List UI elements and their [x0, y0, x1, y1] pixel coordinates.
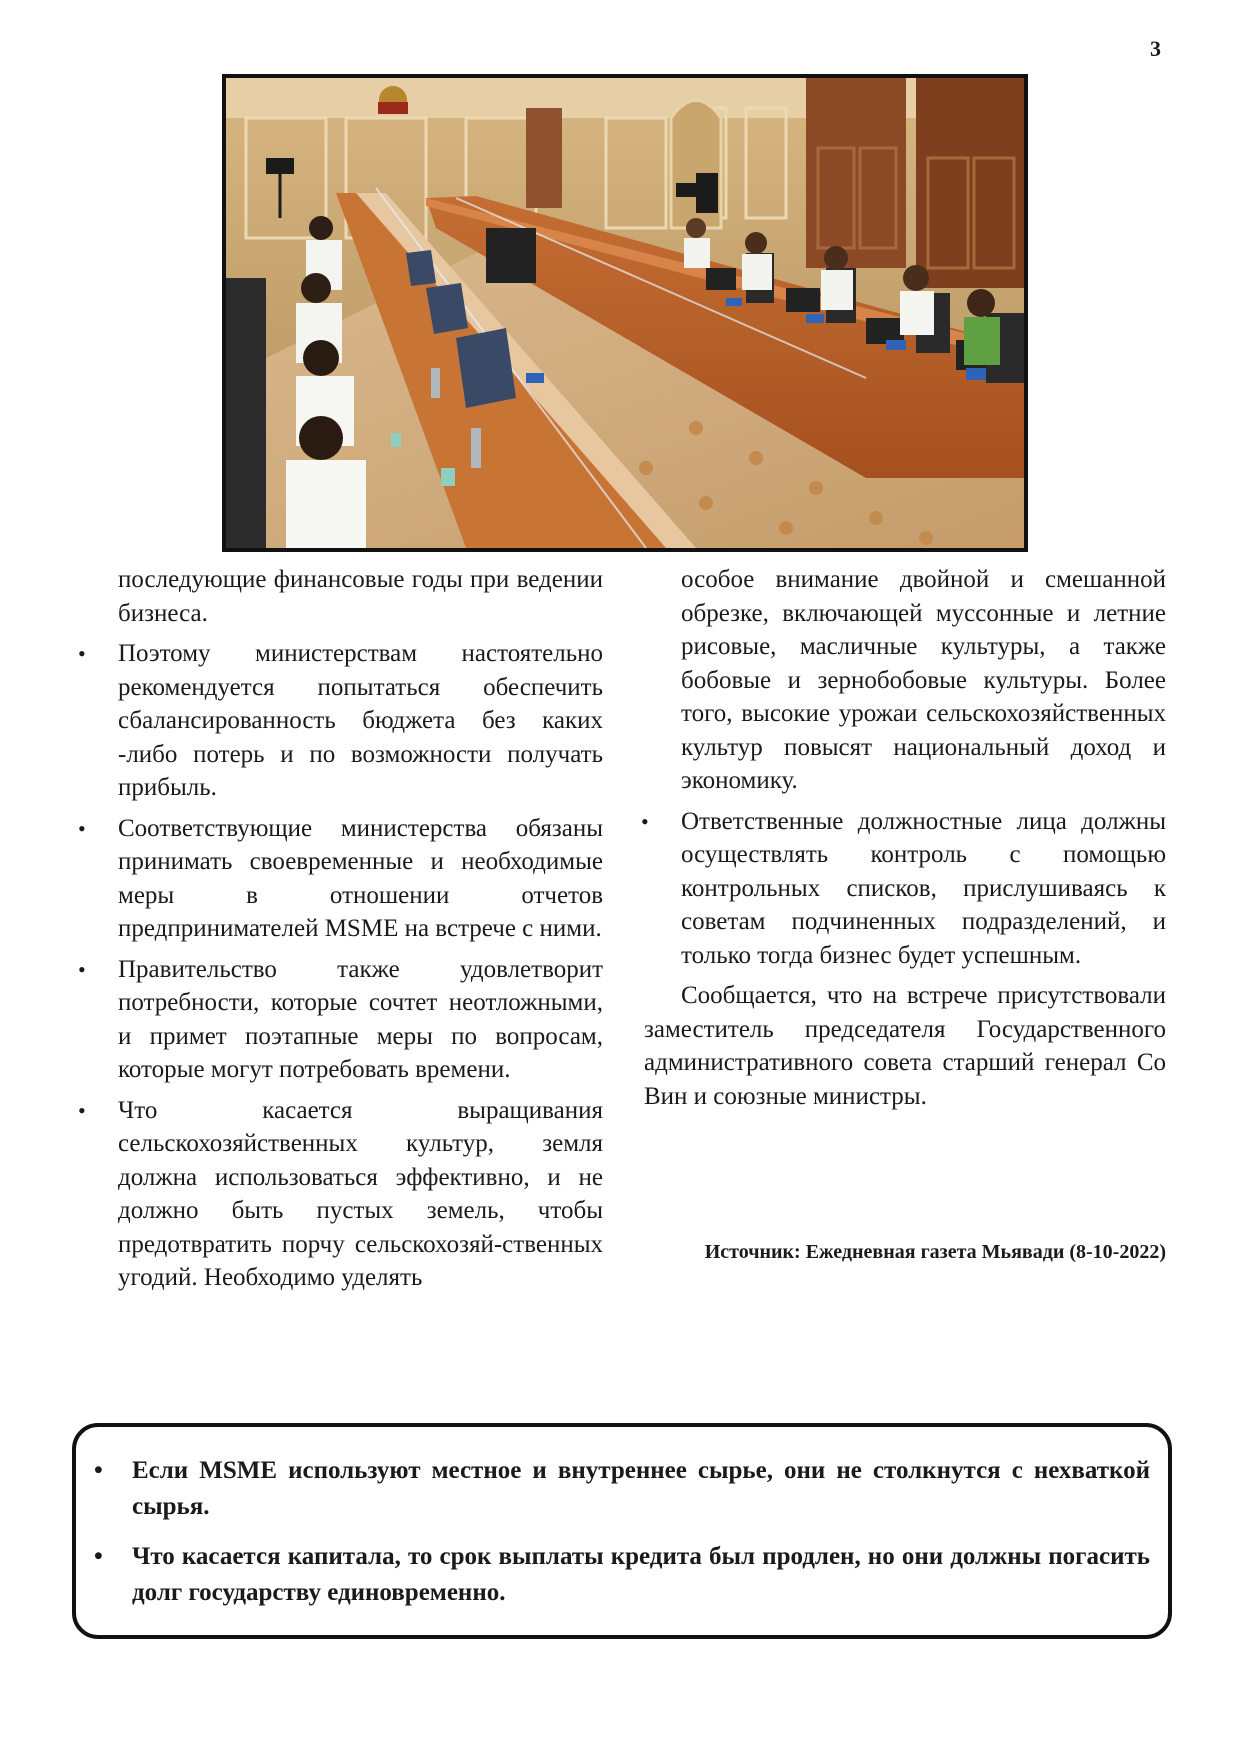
- left-bullet-list: [118, 637, 603, 1295]
- callout-item: • Что касается капитала, то срок выплаты кредита был продлен, но они должны погасить долг государству единовременно.: [132, 1539, 1150, 1611]
- source-citation: Источник: Ежедневная газета Мьявади (8-10-2022): [704, 1241, 1166, 1263]
- list-item: • Соответствующие министерства обязаны принимать своевременные и необходимые меры в отношении отчетов предпринимателей MSME на встрече с ними.: [118, 812, 603, 946]
- right-column-continuation: особое внимание двойной и смешанной обрезке, включающей муссонные и летние рисовые, масличные культуры, а также бобовые и зернобобовые культуры. Более того, высокие урожаи сельскохозяйственных культур повысят национальный доход и экономику.: [681, 566, 1166, 794]
- left-column-continuation: последующие финансовые годы при ведении бизнеса.: [118, 566, 603, 627]
- callout-item: • Если MSME используют местное и внутреннее сырье, они не столкнутся с нехваткой сырья.: [132, 1453, 1150, 1525]
- right-bullet-list: [681, 805, 1166, 973]
- right-column: [644, 563, 1166, 1113]
- callout-box: [72, 1423, 1172, 1639]
- list-item: • Поэтому министерствам настоятельно рекомендуется попытаться обеспечить сбалансированность бюджета без каких -либо потерь и по возможности получать прибыль.: [118, 637, 603, 805]
- left-column: [118, 563, 603, 1295]
- closing-paragraph: Сообщается, что на встрече присутствовали заместитель председателя Государственного административного совета старший генерал Со Вин и союзные министры.: [644, 982, 1166, 1110]
- callout-list: [132, 1453, 1150, 1611]
- list-item: • Ответственные должностные лица должны осуществлять контроль с помощью контрольных списков, прислушиваясь к советам подчиненных подразделений, и только тогда бизнес будет успешным.: [681, 805, 1166, 973]
- list-item: • Правительство также удовлетворит потребности, которые сочтет неотложными, и примет поэтапные меры по вопросам, которые могут потребовать времени.: [118, 953, 603, 1087]
- list-item: • Что касается выращивания сельскохозяйственных культур, земля должна использоваться эффективно, и не должно быть пустых земель, чтобы предотвратить порчу сельскохозяй-ственных угодий. Необходимо уделять: [118, 1094, 603, 1295]
- meeting-room-photo: [222, 74, 1028, 552]
- page-number: 3: [1150, 36, 1161, 61]
